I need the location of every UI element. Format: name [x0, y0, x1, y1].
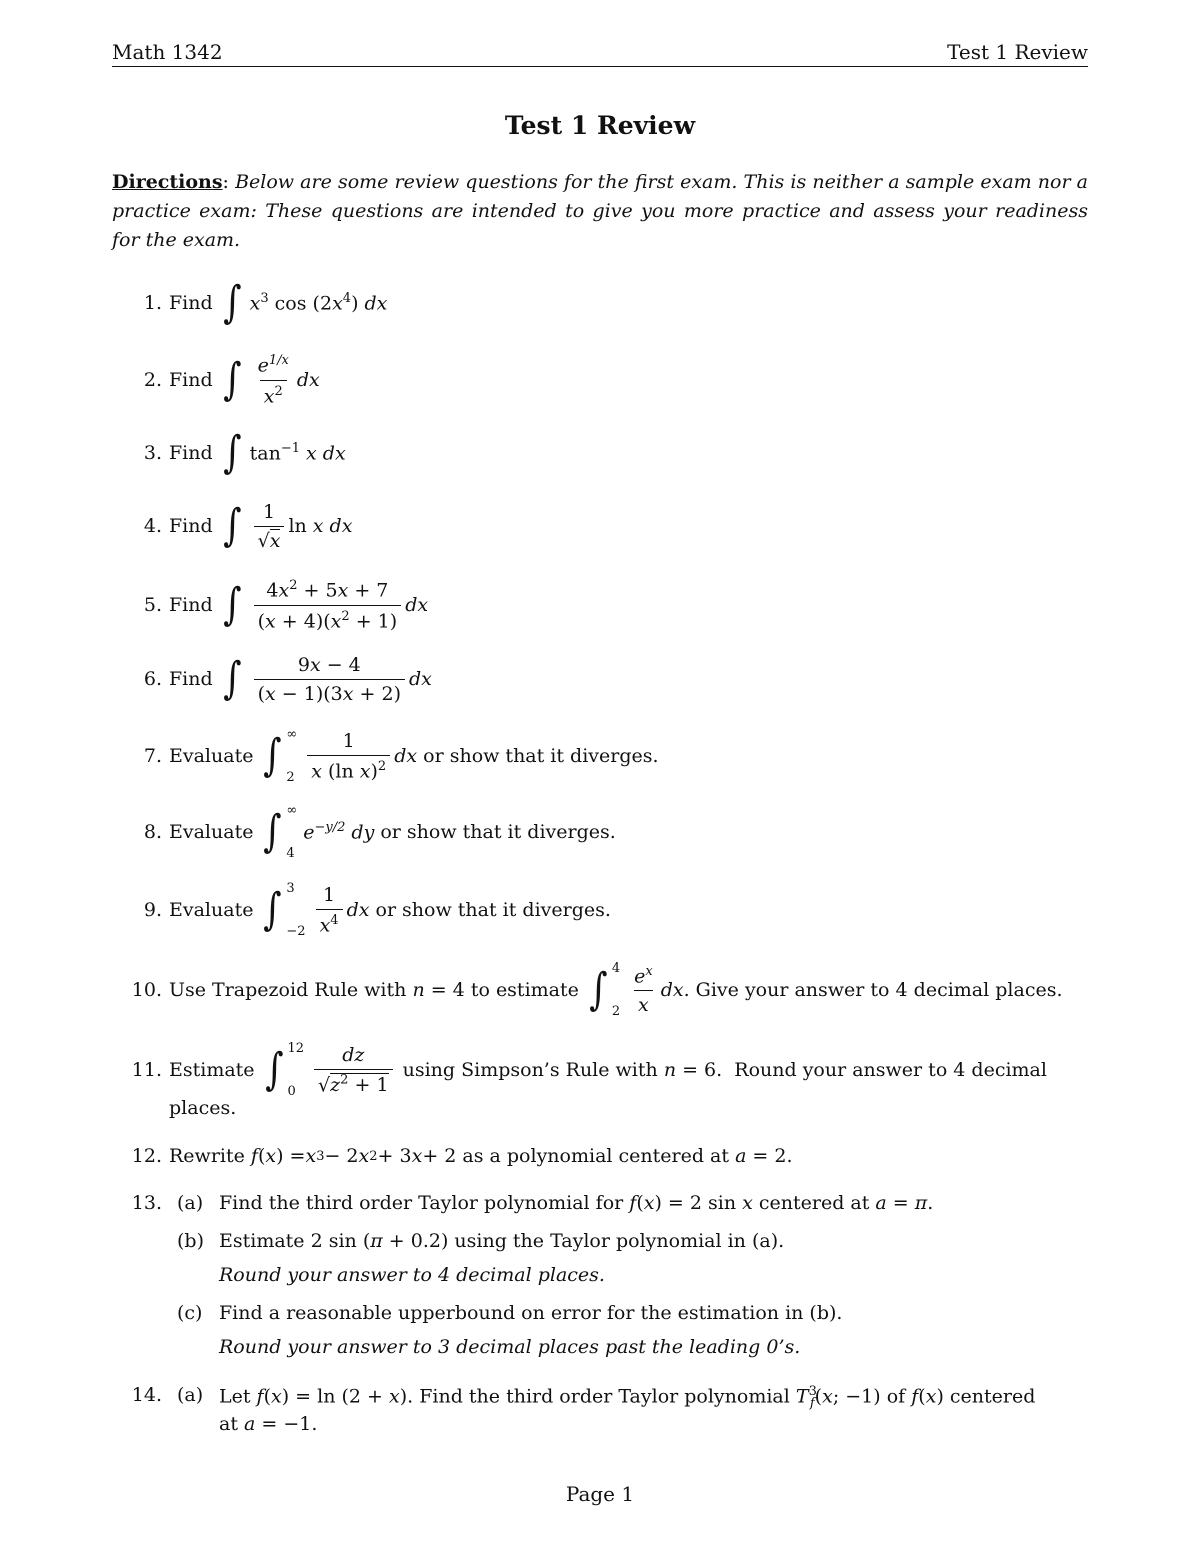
problem-3 [0, 428, 1200, 478]
problem-tail: or show that it diverges. [380, 821, 616, 843]
problem-text: Rewrite [169, 1145, 245, 1167]
problem-verb: Evaluate [169, 821, 254, 843]
integral-sign: ∫ [264, 1044, 284, 1095]
problem-number: 14. [131, 1384, 162, 1406]
problem-verb: Find [169, 292, 213, 314]
problem-1 [0, 278, 1200, 328]
problem-mid: to estimate [470, 979, 579, 1001]
problem-tail: Give your answer to 4 decimal places. [695, 979, 1063, 1001]
problem-9: 9. Evaluate ∫ 3 −2 $\frac{1}{x^4}$ dx or show that it diverges. [143, 881, 611, 939]
problem-number: 12. [131, 1145, 162, 1167]
fraction: $\frac{9x - 4}{(x - 1)(3x + 2)}$ [254, 654, 405, 705]
part-text: centered [949, 1385, 1036, 1408]
part-label: (a) [177, 1192, 204, 1214]
header-rule [112, 66, 1088, 67]
header-course: Math 1342 [112, 40, 223, 64]
problem-number: 6. [143, 668, 162, 690]
fraction: $\frac{1}{x (\ln x)^2}$ [307, 730, 390, 782]
problem-tail: or show that it diverges. [375, 899, 611, 921]
part-cont: at [219, 1413, 238, 1435]
problem-lead: Use Trapezoid Rule with [169, 979, 407, 1001]
problem-verb: Find [169, 668, 213, 690]
problem-number: 3. [143, 442, 162, 464]
integral-limits: 12 0 [287, 1041, 305, 1099]
problem-verb: Find [169, 515, 213, 537]
problem-number: 4. [143, 515, 162, 537]
fraction: $\frac{dz}{√z^2 + 1}$ [314, 1044, 393, 1096]
problem-text: as a polynomial centered at [462, 1145, 730, 1167]
part-text: Find a reasonable upperbound on error for the estimation in (b). [219, 1302, 843, 1324]
directions-text: Below are some review questions for the first exam. This is neither a sample exam nor a practice exam: These questions are intended to give you more practice and assess your readiness for the exam. [112, 171, 1088, 251]
problem-verb: Find [169, 369, 213, 391]
part-note: Round your answer to 3 decimal places past the leading 0’s. [219, 1336, 801, 1358]
directions-label: Directions [112, 171, 223, 193]
part-text: of [886, 1385, 906, 1408]
part-text: using the Taylor polynomial in (a). [454, 1230, 785, 1252]
directions: Directions: Below are some review questions for the first exam. This is neither a sample exam nor a practice exam: These questions are intended to give you more practice and assess your readiness for the exam. [112, 171, 1088, 251]
integrand: $e^{-y/2}$ dy [303, 820, 375, 844]
problem-tail: using Simpson’s Rule with [402, 1059, 658, 1081]
part-text: Find the third order Taylor polynomial for [219, 1192, 624, 1214]
part-text: Let [219, 1385, 251, 1408]
problem-5: 5. Find ∫ $\frac{4x^2 + 5x + 7}{(x + 4)(x^2 + 1)}$ dx [143, 578, 429, 632]
integral-sign: ∫ [222, 579, 242, 630]
part-note: Round your answer to 4 decimal places. [219, 1264, 605, 1286]
problem-verb: Evaluate [169, 899, 254, 921]
problem-10: 10. Use Trapezoid Rule with n = 4 to estimate ∫ 4 2 $\frac{e^x}{x}$ dx . Give your answer to 4 decimal places. [131, 961, 1063, 1019]
fraction: $\frac{e^x}{x}$ [634, 963, 653, 1017]
problem-7: 7. Evaluate ∫ ∞ 2 $\frac{1}{x (\ln x)^2}$ dx or show that it diverges. [143, 727, 659, 785]
integral-sign: ∫ [222, 277, 242, 328]
integral-sign: ∫ [589, 964, 608, 1015]
fraction: $\frac{4x^2 + 5x + 7}{(x + 4)(x^2 + 1)}$ [254, 578, 402, 632]
integral-sign: ∫ [263, 884, 283, 935]
problem-number: 1. [143, 292, 162, 314]
problem-tail-2: Round your answer to 4 decimal [734, 1059, 1047, 1081]
integral-sign: ∫ [263, 806, 283, 857]
page-number: Page 1 [565, 1482, 635, 1506]
problem-6: 6. Find ∫ $\frac{9x - 4}{(x - 1)(3x + 2)}$ dx [143, 653, 432, 705]
part-label: (b) [177, 1230, 204, 1252]
problem-cont: places. [169, 1097, 237, 1119]
problem-number: 11. [131, 1059, 162, 1081]
fraction: $\frac{1}{x^4}$ [316, 884, 343, 936]
problem-number: 13. [131, 1192, 162, 1214]
part-label: (c) [177, 1302, 203, 1324]
problem-number: 5. [143, 594, 162, 616]
problem-verb: Find [169, 594, 213, 616]
integral-sign: ∫ [222, 500, 242, 551]
integral-limits: ∞ 2 [286, 727, 298, 785]
part-text: Estimate [219, 1230, 305, 1252]
problem-verb: Estimate [169, 1059, 255, 1081]
integral-sign: ∫ [263, 730, 283, 781]
problem-verb: Evaluate [169, 745, 254, 767]
problem-number: 8. [143, 821, 162, 843]
problem-number: 2. [143, 369, 162, 391]
fraction: $\frac{e^{1/x}}{x^2}$ [257, 353, 289, 407]
problem-12: 12. Rewrite f ( x ) = x 3 − 2 x 2 + 3 x + 2 as a polynomial centered at a = 2. [131, 1145, 793, 1167]
part-label: (a) [177, 1384, 204, 1406]
problem-number: 9. [143, 899, 162, 921]
problem-number: 7. [143, 745, 162, 767]
part-text: Find the third order Taylor polynomial [419, 1385, 790, 1408]
problem-number: 10. [131, 979, 162, 1001]
page-title: Test 1 Review [504, 111, 696, 140]
integral-sign: ∫ [222, 653, 242, 704]
part-tail: centered at [758, 1192, 870, 1214]
integral-limits: ∞ 4 [286, 803, 298, 861]
problem-tail: or show that it diverges. [423, 745, 659, 767]
integral-limits: 4 2 [611, 961, 621, 1019]
header-doc-title: Test 1 Review [947, 40, 1088, 64]
fraction: $\frac{1}{√x}$ [254, 501, 285, 552]
problem-verb: Find [169, 442, 213, 464]
problem-4: 4. Find ∫ $\frac{1}{√x}$ ln x dx [143, 500, 353, 552]
problem-2: 2. Find ∫ $\frac{e^{1/x}}{x^2}$ dx [143, 353, 320, 407]
integrand: $\tan^{-1} x$ dx [249, 441, 346, 465]
problem-8 [0, 802, 1200, 862]
integrand: $x^3$ $\cos (2x^4)$ dx [249, 291, 388, 315]
integral-sign: ∫ [222, 354, 242, 405]
problem-11: 11. Estimate ∫ 12 0 $\frac{dz}{√z^2 + 1}$ using Simpson’s Rule with n = 6. Round your answer to 4 decimal [131, 1041, 1047, 1099]
integral-limits: 3 −2 [286, 881, 306, 939]
integral-sign: ∫ [222, 427, 242, 478]
